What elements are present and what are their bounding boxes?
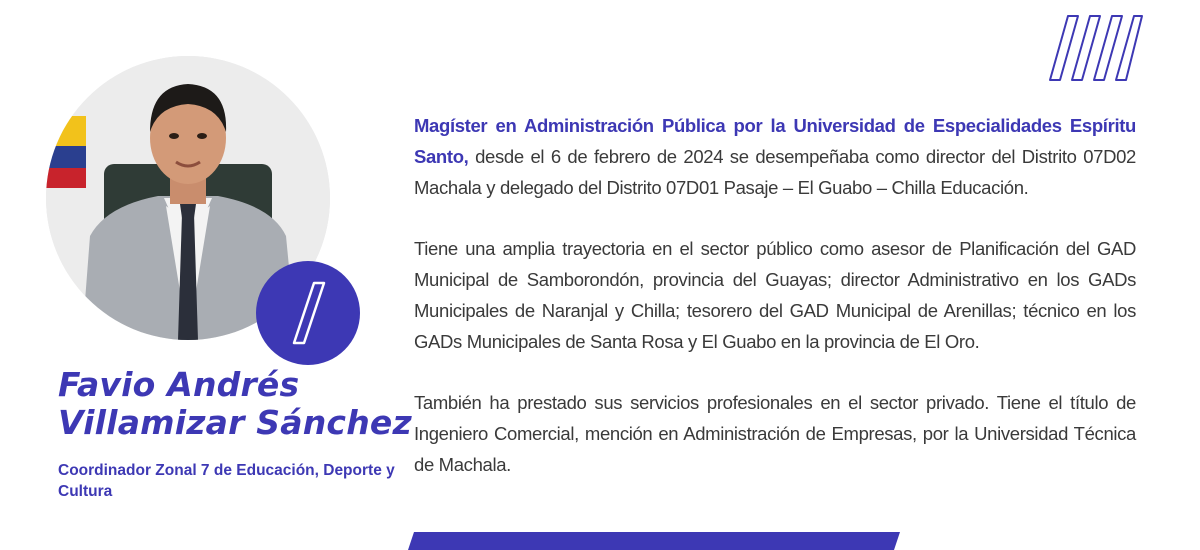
slash-icon xyxy=(256,261,360,365)
biography xyxy=(414,110,1136,510)
person-role: Coordinador Zonal 7 de Educación, Deporte y Cultura xyxy=(58,462,395,500)
diagonal-stripes-icon xyxy=(1046,14,1144,82)
slash-badge xyxy=(256,261,360,365)
bio-paragraph-1 xyxy=(414,110,1136,203)
person-name-line1: Favio Andrés xyxy=(58,365,300,404)
bio-degree-highlight: Magíster en Administración Pública por la Universidad de Especialidades Espíritu Santo, xyxy=(414,115,1136,167)
bio-paragraph-1-text: desde el 6 de febrero de 2024 se desempeñaba como director del Distrito 07D02 Machala y delegado del Distrito 07D01 Pasaje – El Guabo – Chilla Educación. xyxy=(414,146,1136,198)
person-name xyxy=(58,365,412,442)
person-name-line2: Villamizar Sánchez xyxy=(58,403,412,442)
bio-paragraph-2: Tiene una amplia trayectoria en el sector público como asesor de Planificación del GAD Municipal de Samborondón, provincia del Guayas; director Administrativo en los GADs Municipales de Naranjal y Chilla; tesorero del GAD Municipal de Arenillas; técnico en los GADs Municipales de Santa Rosa y El Guabo en la provincia de El Oro. xyxy=(414,238,1136,352)
bio-paragraph-3: También ha prestado sus servicios profesionales en el sector privado. Tiene el título de Ingeniero Comercial, mención en Administración de Empresas, por la Universidad Técnica de Machala. xyxy=(414,392,1136,475)
bottom-accent-bar xyxy=(0,532,1200,550)
